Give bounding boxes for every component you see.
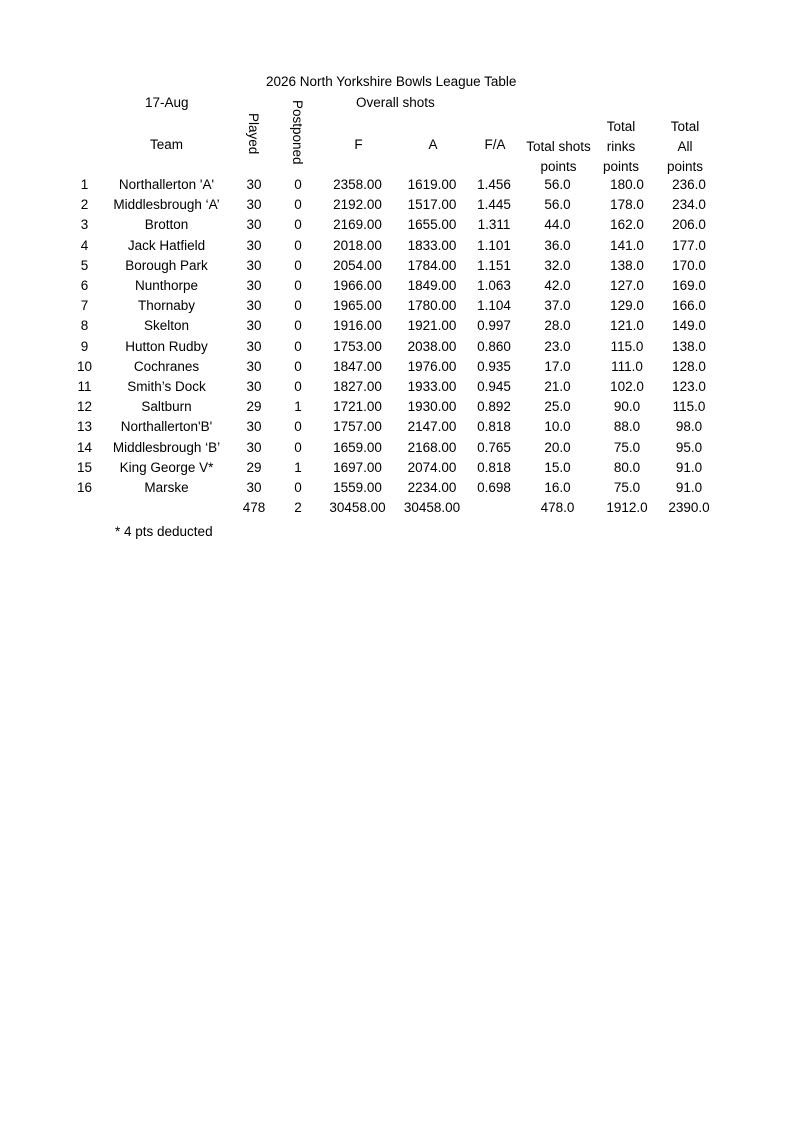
- shots-against-cell: 1784.00: [407, 257, 457, 273]
- postponed-cell: 0: [294, 439, 302, 455]
- played-cell: 30: [246, 338, 262, 354]
- ratio-cell: 1.311: [477, 217, 511, 233]
- team-cell: King George V*: [119, 459, 214, 475]
- shots-against-cell: 1933.00: [407, 379, 457, 395]
- played-cell: 30: [246, 278, 262, 294]
- shots-against-cell: 1849.00: [407, 278, 457, 294]
- rinks-points-cell: 80.0: [613, 459, 641, 475]
- rank-cell: 4: [80, 237, 89, 253]
- played-cell: 30: [246, 439, 262, 455]
- shots-points-cell: 37.0: [544, 298, 571, 314]
- date-label: 17-Aug: [145, 95, 189, 110]
- total-shots-against-cell: 30458.00: [403, 500, 461, 516]
- shots-against-cell: 1780.00: [407, 298, 457, 314]
- postponed-cell: 0: [294, 419, 302, 435]
- played-cell: 30: [246, 419, 262, 435]
- empty-cell: [101, 498, 232, 518]
- header-a: A: [428, 137, 438, 152]
- total-points-cell: 128.0: [672, 358, 706, 374]
- total-points-cell: 98.0: [675, 419, 703, 435]
- ratio-cell: 0.698: [477, 480, 511, 496]
- ratio-cell: 1.456: [477, 177, 511, 192]
- table-row: [68, 337, 720, 357]
- rank-cell: 3: [80, 217, 89, 233]
- shots-against-cell: 1921.00: [407, 318, 457, 334]
- team-cell: Nunthorpe: [134, 278, 199, 294]
- team-cell: Middlesbrough ‘B’: [112, 439, 221, 455]
- played-cell: 30: [246, 177, 262, 192]
- rinks-points-cell: 178.0: [610, 197, 644, 213]
- header-total-shots-2: points: [540, 159, 577, 174]
- postponed-cell: 0: [294, 278, 302, 294]
- rinks-points-cell: 129.0: [610, 298, 644, 314]
- total-rinks-points-cell: 1912.0: [606, 500, 648, 516]
- rinks-points-cell: 127.0: [610, 278, 644, 294]
- table-row: [68, 296, 720, 316]
- shots-points-cell: 20.0: [544, 439, 571, 455]
- postponed-cell: 0: [294, 358, 302, 374]
- rank-cell: 2: [80, 197, 89, 213]
- header-fa: F/A: [484, 137, 506, 152]
- total-points-cell: 177.0: [672, 237, 706, 253]
- header-total-all-3: points: [666, 159, 704, 174]
- rank-cell: 8: [80, 318, 89, 334]
- shots-against-cell: 2038.00: [407, 338, 457, 354]
- table-row: [68, 316, 720, 336]
- table-row: [68, 478, 720, 498]
- total-points-cell: 236.0: [672, 177, 706, 192]
- total-points-cell: 123.0: [672, 379, 706, 395]
- rank-cell: 16: [76, 480, 93, 496]
- ratio-cell: 0.860: [477, 338, 511, 354]
- total-points-cell: 149.0: [672, 318, 706, 334]
- table-row: [68, 195, 720, 215]
- total-points-cell: 91.0: [675, 459, 703, 475]
- shots-against-cell: 2147.00: [407, 419, 457, 435]
- team-cell: Marske: [144, 480, 189, 496]
- rinks-points-cell: 90.0: [613, 399, 641, 415]
- ratio-cell: 0.818: [477, 459, 511, 475]
- shots-against-cell: 2168.00: [407, 439, 457, 455]
- team-cell: Thornaby: [137, 298, 196, 314]
- shots-against-cell: 1976.00: [407, 358, 457, 374]
- header-total-shots-1: Total shots: [526, 139, 591, 154]
- total-points-cell: 169.0: [672, 278, 706, 294]
- played-cell: 30: [246, 217, 262, 233]
- rank-cell: 7: [80, 298, 89, 314]
- shots-for-cell: 1659.00: [333, 439, 382, 455]
- empty-cell: [469, 498, 519, 518]
- rank-cell: 14: [76, 439, 93, 455]
- empty-cell: [68, 498, 101, 518]
- rank-cell: 9: [80, 338, 89, 354]
- shots-for-cell: 1966.00: [333, 278, 382, 294]
- shots-for-cell: 2054.00: [333, 257, 382, 273]
- header-postponed: Postponed: [290, 100, 305, 165]
- total-shots-for-cell: 30458.00: [329, 500, 386, 516]
- postponed-cell: 1: [294, 399, 302, 415]
- ratio-cell: 1.151: [477, 257, 511, 273]
- rank-cell: 1: [80, 177, 89, 192]
- team-cell: Northallerton 'A': [118, 177, 215, 192]
- shots-for-cell: 1697.00: [333, 459, 382, 475]
- ratio-cell: 0.765: [477, 439, 511, 455]
- shots-points-cell: 28.0: [544, 318, 571, 334]
- shots-against-cell: 2074.00: [407, 459, 457, 475]
- table-row: [68, 215, 720, 235]
- total-points-cell: 95.0: [675, 439, 703, 455]
- header-team: Team: [149, 137, 183, 152]
- shots-against-cell: 1833.00: [407, 237, 457, 253]
- rinks-points-cell: 121.0: [610, 318, 644, 334]
- table-row: [68, 377, 720, 397]
- rank-cell: 15: [76, 459, 93, 475]
- shots-for-cell: 1847.00: [333, 358, 382, 374]
- postponed-cell: 0: [294, 217, 302, 233]
- total-postponed-cell: 2: [294, 500, 302, 516]
- total-points-cell: 138.0: [672, 338, 706, 354]
- shots-for-cell: 1916.00: [333, 318, 382, 334]
- rinks-points-cell: 102.0: [610, 379, 644, 395]
- ratio-cell: 1.101: [477, 237, 511, 253]
- table-row: [68, 256, 720, 276]
- played-cell: 29: [246, 459, 262, 475]
- header-total-rinks-1: Total: [606, 119, 636, 134]
- total-points-cell: 115.0: [672, 399, 706, 415]
- total-played-cell: 478: [242, 500, 266, 516]
- header-played: Played: [246, 113, 261, 155]
- team-cell: Borough Park: [125, 257, 208, 273]
- ratio-cell: 1.063: [477, 278, 511, 294]
- played-cell: 30: [246, 358, 262, 374]
- shots-against-cell: 1619.00: [407, 177, 457, 192]
- total-shots-points-cell: 478.0: [540, 500, 575, 516]
- header-total-rinks-3: points: [602, 159, 640, 174]
- shots-points-cell: 36.0: [544, 237, 571, 253]
- rinks-points-cell: 75.0: [613, 480, 641, 496]
- ratio-cell: 0.892: [477, 399, 511, 415]
- team-cell: Cochranes: [133, 358, 200, 374]
- shots-against-cell: 1517.00: [407, 197, 457, 213]
- shots-points-cell: 42.0: [544, 278, 571, 294]
- shots-for-cell: 1965.00: [333, 298, 382, 314]
- postponed-cell: 0: [294, 338, 302, 354]
- team-cell: Hutton Rudby: [125, 338, 208, 354]
- shots-against-cell: 2234.00: [407, 480, 457, 496]
- postponed-cell: 0: [294, 379, 302, 395]
- total-points-cell: 170.0: [672, 257, 706, 273]
- total-points-cell: 206.0: [672, 217, 706, 233]
- league-table-body: [68, 175, 720, 518]
- shots-for-cell: 1721.00: [333, 399, 382, 415]
- total-points-cell: 91.0: [675, 480, 703, 496]
- rinks-points-cell: 115.0: [610, 338, 644, 354]
- played-cell: 29: [246, 399, 262, 415]
- team-cell: Saltburn: [141, 399, 192, 415]
- ratio-cell: 1.445: [477, 197, 511, 213]
- footnote: * 4 pts deducted: [115, 524, 213, 539]
- team-cell: Jack Hatfield: [127, 237, 206, 253]
- shots-points-cell: 17.0: [544, 358, 571, 374]
- shots-points-cell: 10.0: [544, 419, 571, 435]
- team-cell: Middlesbrough ‘A’: [113, 197, 220, 213]
- shots-points-cell: 56.0: [544, 197, 571, 213]
- header-total-rinks-2: rinks: [606, 139, 636, 154]
- played-cell: 30: [246, 197, 262, 213]
- table-row: [68, 417, 720, 437]
- rank-cell: 11: [77, 379, 92, 395]
- team-cell: Brotton: [144, 217, 189, 233]
- ratio-cell: 0.945: [477, 379, 511, 395]
- played-cell: 30: [246, 257, 262, 273]
- rinks-points-cell: 111.0: [611, 358, 643, 374]
- overall-shots-label: Overall shots: [356, 95, 435, 110]
- rinks-points-cell: 75.0: [613, 439, 641, 455]
- rinks-points-cell: 162.0: [610, 217, 644, 233]
- rinks-points-cell: 180.0: [610, 177, 644, 192]
- table-row: [68, 438, 720, 458]
- played-cell: 30: [246, 318, 262, 334]
- postponed-cell: 1: [294, 459, 302, 475]
- table-row: [68, 397, 720, 417]
- league-table: [68, 175, 720, 518]
- page-title: 2026 North Yorkshire Bowls League Table: [266, 74, 517, 89]
- shots-points-cell: 44.0: [544, 217, 571, 233]
- rank-cell: 12: [76, 399, 93, 415]
- postponed-cell: 0: [294, 197, 302, 213]
- table-row: [68, 357, 720, 377]
- ratio-cell: 0.818: [477, 419, 511, 435]
- played-cell: 30: [246, 480, 262, 496]
- shots-points-cell: 25.0: [544, 399, 571, 415]
- shots-for-cell: 1757.00: [333, 419, 382, 435]
- postponed-cell: 0: [294, 177, 302, 192]
- played-cell: 30: [246, 298, 262, 314]
- rank-cell: 13: [76, 419, 93, 435]
- header-total-all-2: All: [677, 139, 693, 154]
- shots-points-cell: 23.0: [544, 338, 571, 354]
- shots-points-cell: 21.0: [544, 379, 571, 395]
- shots-against-cell: 1655.00: [407, 217, 457, 233]
- rinks-points-cell: 141.0: [610, 237, 644, 253]
- table-row: [68, 175, 720, 195]
- team-cell: Northallerton'B': [120, 419, 213, 435]
- ratio-cell: 1.104: [477, 298, 511, 314]
- ratio-cell: 0.997: [477, 318, 511, 334]
- shots-for-cell: 2018.00: [333, 237, 382, 253]
- shots-for-cell: 1559.00: [333, 480, 382, 496]
- total-total-points-cell: 2390.0: [668, 500, 710, 516]
- shots-points-cell: 32.0: [544, 257, 571, 273]
- rank-cell: 5: [80, 257, 89, 273]
- shots-for-cell: 1827.00: [333, 379, 382, 395]
- rank-cell: 6: [80, 278, 89, 294]
- header-total-all-1: Total: [670, 119, 700, 134]
- postponed-cell: 0: [294, 480, 302, 496]
- total-points-cell: 166.0: [672, 298, 706, 314]
- postponed-cell: 0: [294, 257, 302, 273]
- shots-for-cell: 2169.00: [333, 217, 382, 233]
- ratio-cell: 0.935: [477, 358, 511, 374]
- table-row: [68, 458, 720, 478]
- team-cell: Skelton: [143, 318, 190, 334]
- shots-against-cell: 1930.00: [407, 399, 457, 415]
- rank-cell: 10: [76, 358, 93, 374]
- table-row: [68, 236, 720, 256]
- postponed-cell: 0: [294, 298, 302, 314]
- shots-points-cell: 56.0: [544, 177, 571, 192]
- header-f: F: [354, 137, 363, 152]
- postponed-cell: 0: [294, 318, 302, 334]
- played-cell: 30: [246, 237, 262, 253]
- totals-row: [68, 498, 720, 518]
- shots-points-cell: 16.0: [544, 480, 571, 496]
- team-cell: Smith’s Dock: [127, 379, 206, 395]
- table-row: [68, 276, 720, 296]
- shots-for-cell: 2192.00: [333, 197, 382, 213]
- shots-for-cell: 2358.00: [333, 177, 382, 192]
- shots-for-cell: 1753.00: [333, 338, 382, 354]
- shots-points-cell: 15.0: [544, 459, 571, 475]
- rinks-points-cell: 138.0: [610, 257, 644, 273]
- total-points-cell: 234.0: [672, 197, 706, 213]
- played-cell: 30: [246, 379, 262, 395]
- postponed-cell: 0: [294, 237, 302, 253]
- rinks-points-cell: 88.0: [613, 419, 641, 435]
